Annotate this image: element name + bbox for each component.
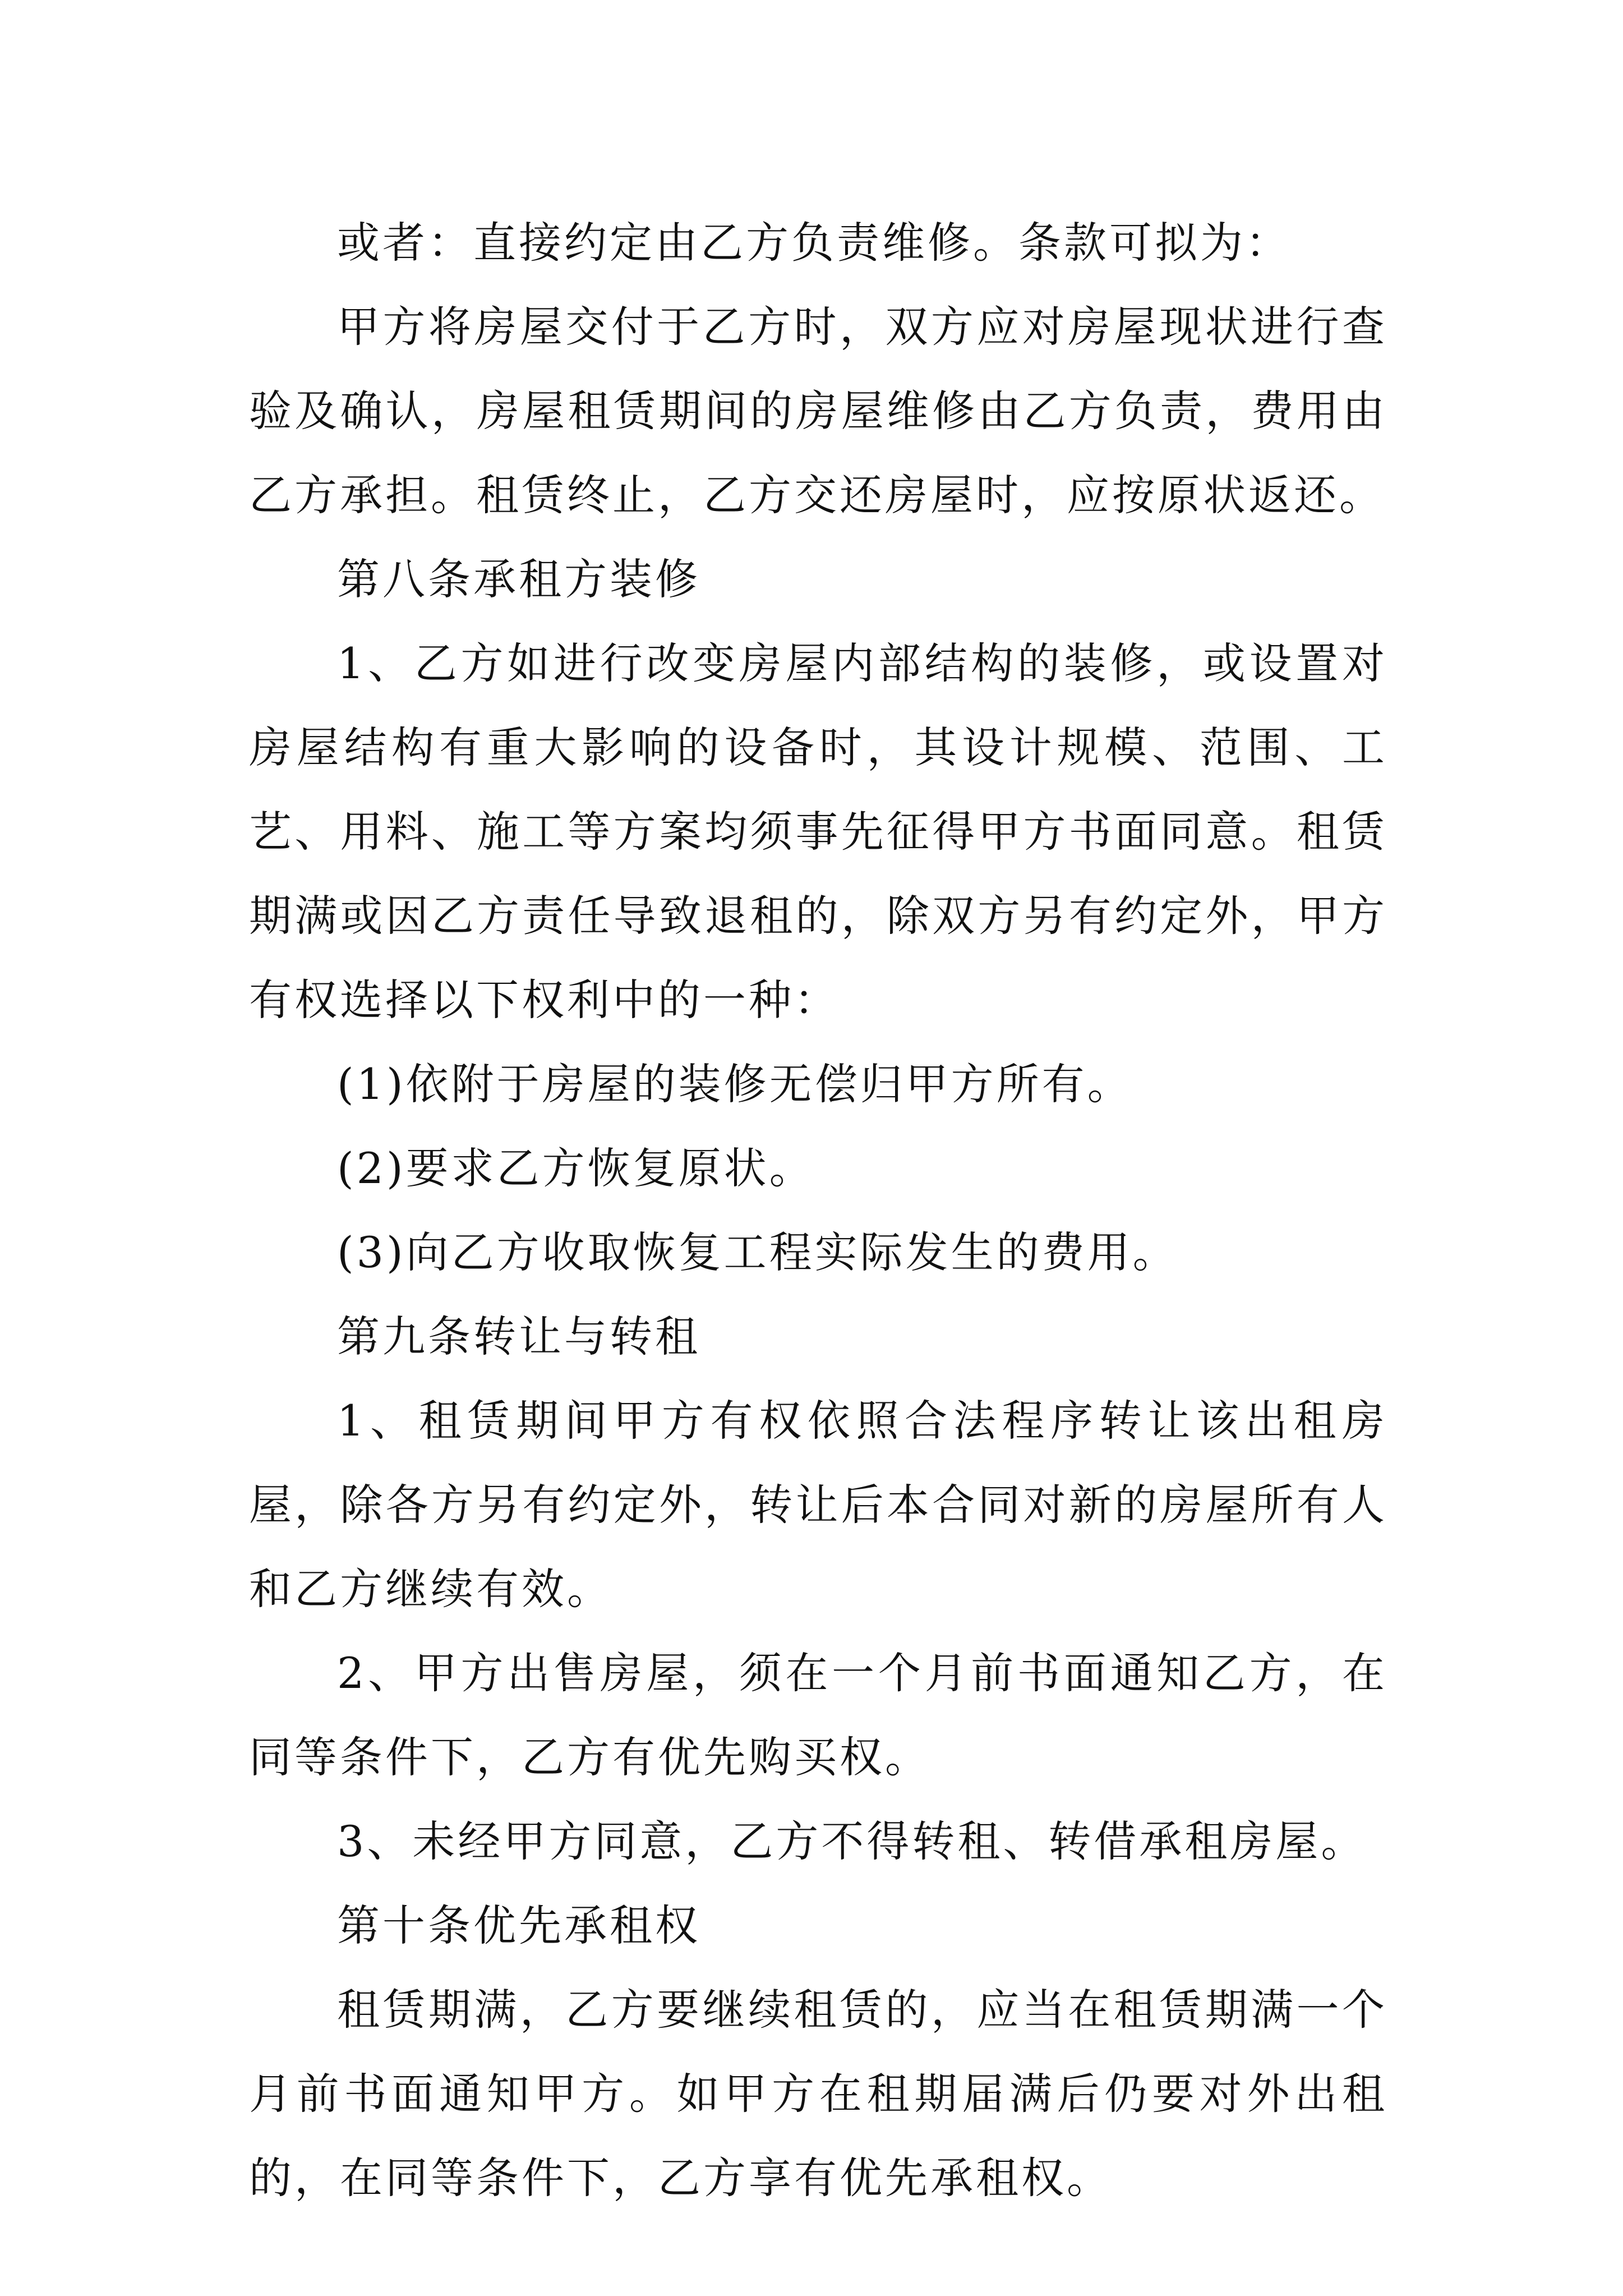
section-heading-article-8: 第八条承租方装修 (337, 554, 700, 604)
paragraph-transfer-1: 1、租赁期间甲方有权依照合法程序转让该出租房屋，除各方另有约定外，转让后本合同对新的房屋所有人和乙方继续有效。 (249, 1396, 1387, 1614)
list-item-option-3: (3)向乙方收取恢复工程实际发生的费用。 (337, 1227, 1178, 1277)
paragraph-repair-alternative: 或者：直接约定由乙方负责维修。条款可拟为： (337, 218, 1291, 268)
paragraph-transfer-3: 3、未经甲方同意，乙方不得转租、转借承租房屋。 (337, 1816, 1367, 1866)
paragraph-transfer-2: 2、甲方出售房屋，须在一个月前书面通知乙方，在同等条件下，乙方有优先购买权。 (249, 1648, 1387, 1782)
list-item-option-1: (1)依附于房屋的装修无偿归甲方所有。 (337, 1059, 1133, 1109)
paragraph-priority-lease: 租赁期满，乙方要继续租赁的，应当在租赁期满一个月前书面通知甲方。如甲方在租期届满后仍要对外出租的，在同等条件下，乙方享有优先承租权。 (249, 1985, 1387, 2203)
paragraph-repair-clause: 甲方将房屋交付于乙方时，双方应对房屋现状进行查验及确认，房屋租赁期间的房屋维修由乙方负责，费用由乙方承担。租赁终止，乙方交还房屋时，应按原状返还。 (249, 302, 1387, 520)
section-heading-article-10: 第十条优先承租权 (337, 1901, 700, 1950)
list-item-option-2: (2)要求乙方恢复原状。 (337, 1143, 815, 1193)
paragraph-decoration-terms: 1、乙方如进行改变房屋内部结构的装修，或设置对房屋结构有重大影响的设备时，其设计规模、范围、工艺、用料、施工等方案均须事先征得甲方书面同意。租赁期满或因乙方责任导致退租的，除双方另有约定外，甲方有权选择以下权利中的一种： (249, 638, 1387, 1025)
section-heading-article-9: 第九条转让与转租 (337, 1312, 700, 1361)
document-body (249, 201, 1387, 2220)
